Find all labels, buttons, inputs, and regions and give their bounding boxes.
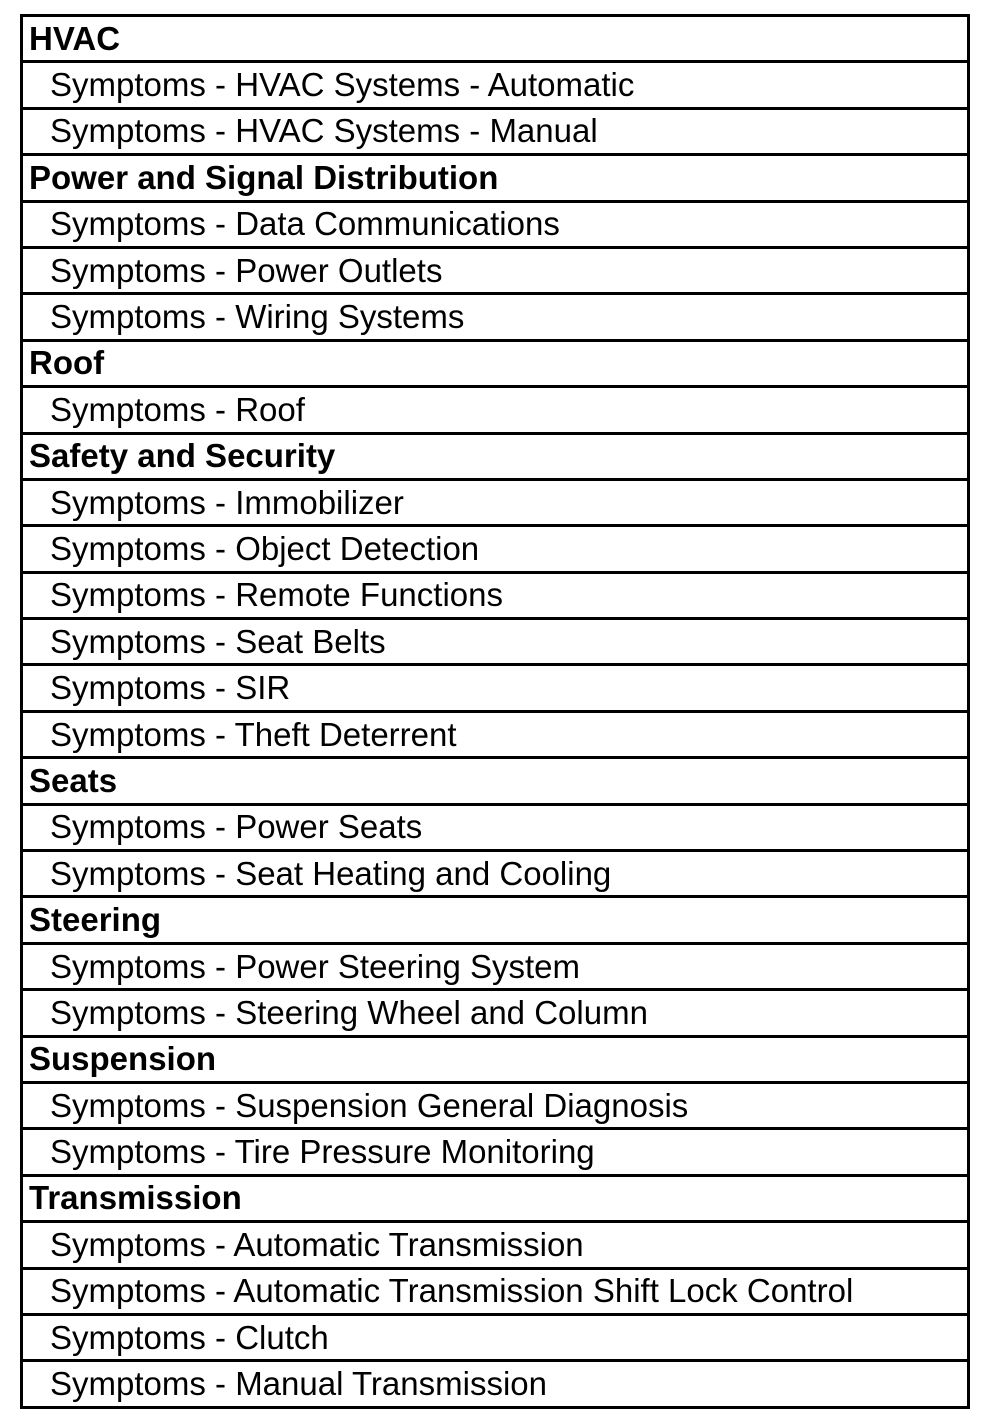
- symptom-link[interactable]: Symptoms - Roof: [23, 388, 967, 434]
- symptom-link[interactable]: Symptoms - Remote Functions: [23, 574, 967, 620]
- symptom-link[interactable]: Symptoms - Power Seats: [23, 806, 967, 852]
- symptom-link[interactable]: Symptoms - Theft Deterrent: [23, 713, 967, 759]
- symptom-link[interactable]: Symptoms - SIR: [23, 666, 967, 712]
- symptom-link[interactable]: Symptoms - HVAC Systems - Automatic: [23, 63, 967, 109]
- symptom-link[interactable]: Symptoms - Power Steering System: [23, 945, 967, 991]
- symptom-link[interactable]: Symptoms - Wiring Systems: [23, 295, 967, 341]
- symptom-link[interactable]: Symptoms - Automatic Transmission: [23, 1223, 967, 1269]
- symptom-link[interactable]: Symptoms - Manual Transmission: [23, 1362, 967, 1408]
- section-header: HVAC: [23, 17, 967, 63]
- section-header: Power and Signal Distribution: [23, 156, 967, 202]
- symptom-link[interactable]: Symptoms - Seat Heating and Cooling: [23, 852, 967, 898]
- symptom-link[interactable]: Symptoms - HVAC Systems - Manual: [23, 110, 967, 156]
- section-header: Roof: [23, 342, 967, 388]
- symptom-link[interactable]: Symptoms - Seat Belts: [23, 620, 967, 666]
- symptom-link[interactable]: Symptoms - Automatic Transmission Shift Lock Control: [23, 1270, 967, 1316]
- symptom-link[interactable]: Symptoms - Steering Wheel and Column: [23, 991, 967, 1037]
- symptom-link[interactable]: Symptoms - Immobilizer: [23, 481, 967, 527]
- symptom-link[interactable]: Symptoms - Clutch: [23, 1316, 967, 1362]
- section-header: Steering: [23, 898, 967, 944]
- symptom-link[interactable]: Symptoms - Power Outlets: [23, 249, 967, 295]
- symptom-link[interactable]: Symptoms - Tire Pressure Monitoring: [23, 1130, 967, 1176]
- section-header: Transmission: [23, 1177, 967, 1223]
- section-header: Safety and Security: [23, 435, 967, 481]
- symptoms-index-table: [20, 14, 970, 1409]
- section-header: Suspension: [23, 1038, 967, 1084]
- section-header: Seats: [23, 759, 967, 805]
- symptom-link[interactable]: Symptoms - Data Communications: [23, 203, 967, 249]
- symptom-link[interactable]: Symptoms - Suspension General Diagnosis: [23, 1084, 967, 1130]
- symptom-link[interactable]: Symptoms - Object Detection: [23, 527, 967, 573]
